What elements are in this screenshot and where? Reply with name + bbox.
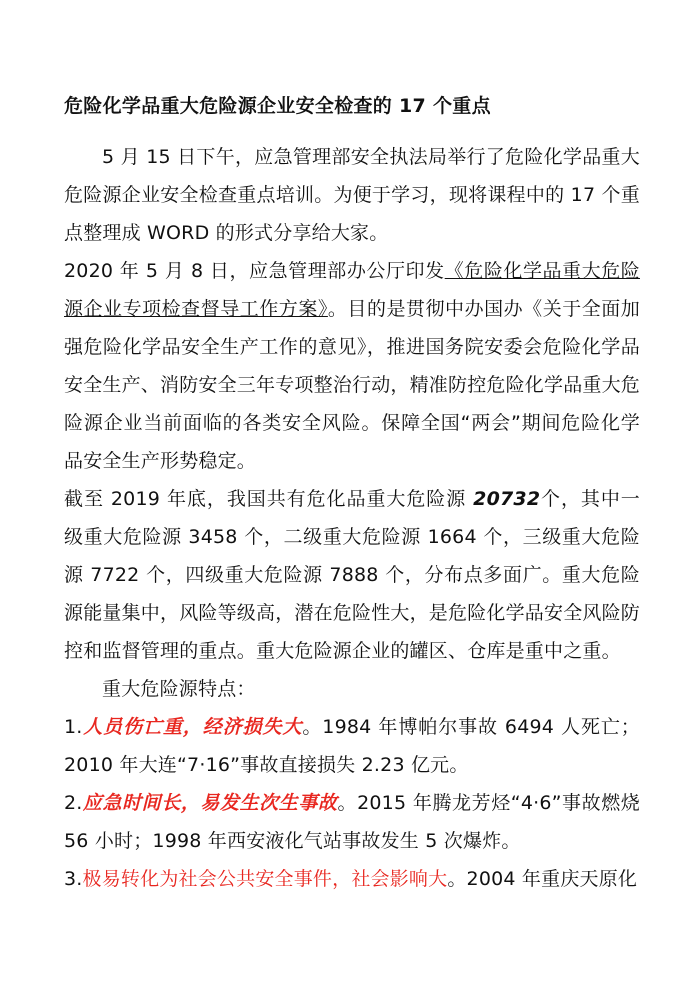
features-heading: 重大危险源特点： (102, 678, 256, 700)
statistics-text-before: 截至 2019 年底，我国共有危化品重大危险源 (64, 488, 474, 510)
feature-number: 2. (64, 792, 83, 814)
feature-item-3 (64, 860, 640, 898)
document-title: 危险化学品重大危险源企业安全检查的 17 个重点 (64, 95, 491, 117)
feature-text: 。2015 年腾龙芳烃“4·6”事故燃烧 56 小时；1998 年西安液化气站事故发生 5 次爆炸。 (64, 792, 641, 852)
feature-emphasis: 应急时间长，易发生次生事故 (82, 792, 338, 814)
hazard-total-count: 20732 (473, 488, 541, 510)
plan-title-link[interactable]: 《危险化学品重大危险源企业专项检查督导工作方案》 (64, 260, 640, 320)
feature-number: 1. (64, 716, 83, 738)
plan-text-before: 2020 年 5 月 8 日，应急管理部办公厅印发 (64, 260, 445, 282)
feature-item-1 (64, 708, 640, 784)
feature-number: 3. (64, 868, 83, 890)
feature-text: 。2004 年重庆天原化 (447, 868, 638, 890)
plan-paragraph (64, 252, 640, 480)
intro-paragraph: 5 月 15 日下午，应急管理部安全执法局举行了危险化学品重大危险源企业安全检查重点培训。为便于学习，现将课程中的 17 个重点整理成 WORD 的形式分享给大家。 (64, 146, 640, 244)
statistics-text-after: 个，其中一级重大危险源 3458 个，二级重大危险源 1664 个，三级重大危险源 7722 个，四级重大危险源 7888 个，分布点多面广。重大危险源能量集中，风险等级高，潜在危险性大，是危险化学品安全风险防控和监督管理的重点。重大危险源企业的罐区、仓库是重中之重。 (64, 488, 641, 662)
feature-emphasis: 人员伤亡重，经济损失大 (82, 716, 303, 738)
feature-item-2 (64, 784, 640, 860)
feature-text: 。1984 年博帕尔事故 6494 人死亡；2010 年大连“7·16”事故直接损失 2.23 亿元。 (64, 716, 640, 776)
statistics-paragraph (64, 480, 640, 670)
feature-emphasis: 极易转化为社会公共安全事件，社会影响大 (82, 868, 448, 890)
plan-text-after: 。目的是贯彻中办国办《关于全面加强危险化学品安全生产工作的意见》，推进国务院安委会危险化学品安全生产、消防安全三年专项整治行动，精准防控危险化学品重大危险源企业当前面临的各类安全风险。保障全国“两会”期间危险化学品安全生产形势稳定。 (64, 298, 641, 472)
